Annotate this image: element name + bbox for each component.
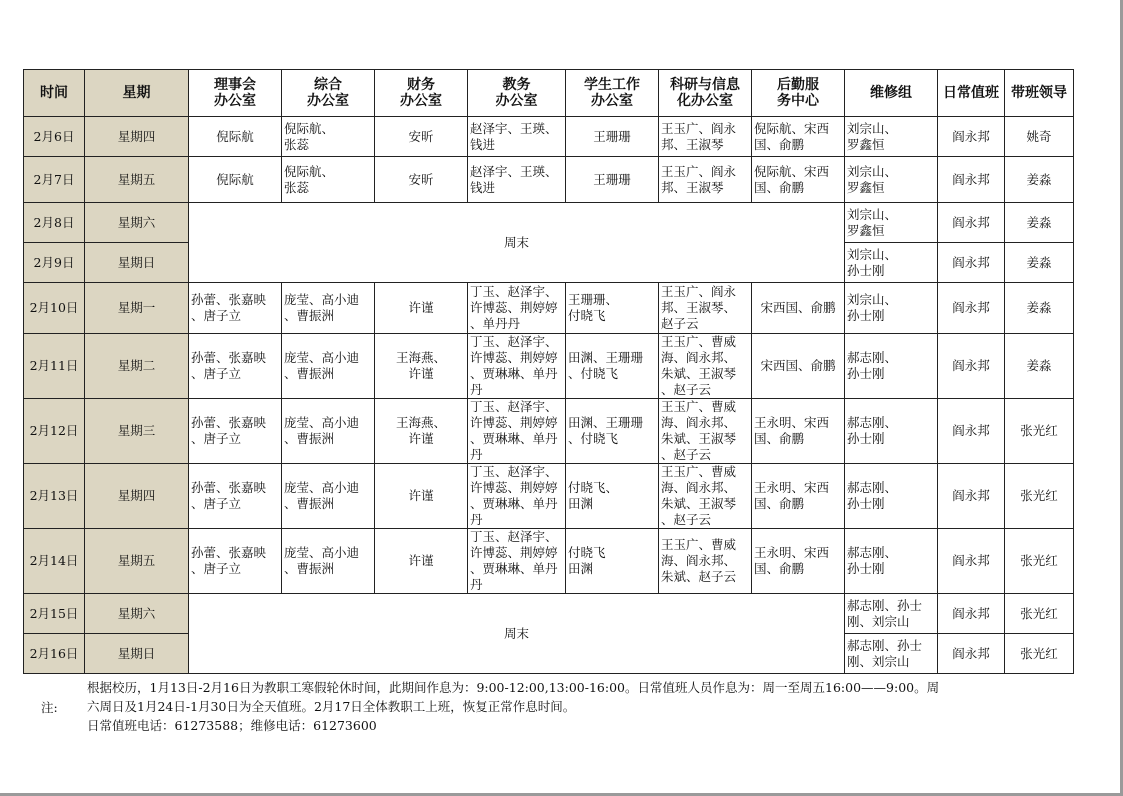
repair-cell: 刘宗山、 罗鑫恒 [845, 117, 938, 157]
notes-line-3: 日常值班电话：61273588；维修电话：61273600 [87, 718, 377, 733]
duty-cell: 阎永邦 [938, 529, 1005, 594]
date-cell: 2月11日 [24, 334, 85, 399]
office-cell: 王玉广、曹威 海、阎永邦、 朱斌、王淑琴 、赵子云 [659, 464, 752, 529]
notes-line-1: 根据校历，1月13日-2月16日为教职工寒假轮休时间，此期间作息为：9:00-12:00,13:00-16:00。日常值班人员作息为：周一至周五16:00——9:00。周 [87, 680, 940, 695]
office-cell: 孙蕾、张嘉映 、唐子立 [189, 464, 282, 529]
roster-body [24, 70, 1074, 674]
header-cell: 财务 办公室 [375, 70, 468, 117]
duty-cell: 阎永邦 [938, 283, 1005, 334]
leader-cell: 姜淼 [1005, 157, 1074, 203]
duty-cell: 阎永邦 [938, 243, 1005, 283]
office-cell: 丁玉、赵泽宇、 许博蕊、荆婷婷 、贾琳琳、单丹 丹 [468, 334, 566, 399]
repair-cell: 郝志刚、 孙士刚 [845, 334, 938, 399]
weekday-cell: 星期五 [85, 157, 189, 203]
office-cell: 丁玉、赵泽宇、 许博蕊、荆婷婷 、单丹丹 [468, 283, 566, 334]
date-cell: 2月6日 [24, 117, 85, 157]
date-cell: 2月7日 [24, 157, 85, 203]
date-cell: 2月14日 [24, 529, 85, 594]
duty-cell: 阎永邦 [938, 203, 1005, 243]
weekday-cell: 星期五 [85, 529, 189, 594]
table-row [24, 117, 1074, 157]
duty-cell: 阎永邦 [938, 594, 1005, 634]
office-cell: 安昕 [375, 157, 468, 203]
office-cell: 王玉广、阎永 邦、王淑琴 [659, 157, 752, 203]
office-cell: 付晓飞 田渊 [566, 529, 659, 594]
office-cell: 倪际航、 张蕊 [282, 117, 375, 157]
office-cell: 宋西国、俞鹏 [752, 283, 845, 334]
office-cell: 倪际航、宋西 国、俞鹏 [752, 157, 845, 203]
weekday-cell: 星期二 [85, 334, 189, 399]
header-cell: 带班领导 [1005, 70, 1074, 117]
header-cell: 综合 办公室 [282, 70, 375, 117]
leader-cell: 张光红 [1005, 634, 1074, 674]
weekend-cell: 周末 [189, 594, 845, 674]
table-row [24, 529, 1074, 594]
date-cell: 2月16日 [24, 634, 85, 674]
office-cell: 王珊珊 [566, 117, 659, 157]
header-row [24, 70, 1074, 117]
weekend-cell: 周末 [189, 203, 845, 283]
header-cell: 学生工作 办公室 [566, 70, 659, 117]
office-cell: 许谨 [375, 529, 468, 594]
duty-cell: 阎永邦 [938, 634, 1005, 674]
office-cell: 孙蕾、张嘉映 、唐子立 [189, 399, 282, 464]
table-row [24, 203, 1074, 243]
repair-cell: 刘宗山、 罗鑫恒 [845, 157, 938, 203]
office-cell: 孙蕾、张嘉映 、唐子立 [189, 529, 282, 594]
office-cell: 宋西国、俞鹏 [752, 334, 845, 399]
duty-roster-table [23, 69, 1074, 674]
office-cell: 付晓飞、 田渊 [566, 464, 659, 529]
table-row [24, 283, 1074, 334]
table-row [24, 157, 1074, 203]
repair-cell: 郝志刚、 孙士刚 [845, 464, 938, 529]
repair-cell: 刘宗山、 孙士刚 [845, 283, 938, 334]
office-cell: 孙蕾、张嘉映 、唐子立 [189, 334, 282, 399]
office-cell: 王永明、宋西 国、俞鹏 [752, 464, 845, 529]
office-cell: 王珊珊、 付晓飞 [566, 283, 659, 334]
repair-cell: 刘宗山、 罗鑫恒 [845, 203, 938, 243]
office-cell: 倪际航 [189, 157, 282, 203]
header-cell: 后勤服 务中心 [752, 70, 845, 117]
weekday-cell: 星期三 [85, 399, 189, 464]
weekday-cell: 星期六 [85, 203, 189, 243]
office-cell: 王海燕、 许谨 [375, 399, 468, 464]
repair-cell: 郝志刚、 孙士刚 [845, 399, 938, 464]
repair-cell: 刘宗山、 孙士刚 [845, 243, 938, 283]
duty-cell: 阎永邦 [938, 464, 1005, 529]
weekday-cell: 星期四 [85, 464, 189, 529]
leader-cell: 张光红 [1005, 594, 1074, 634]
repair-cell: 郝志刚、孙士 刚、刘宗山 [845, 634, 938, 674]
date-cell: 2月12日 [24, 399, 85, 464]
table-row [24, 594, 1074, 634]
date-cell: 2月13日 [24, 464, 85, 529]
office-cell: 许谨 [375, 464, 468, 529]
weekday-cell: 星期日 [85, 634, 189, 674]
office-cell: 庞莹、高小迪 、曹振洲 [282, 529, 375, 594]
leader-cell: 张光红 [1005, 529, 1074, 594]
notes-label: 注: [41, 700, 58, 715]
leader-cell: 姜淼 [1005, 203, 1074, 243]
office-cell: 倪际航、宋西 国、俞鹏 [752, 117, 845, 157]
office-cell: 王珊珊 [566, 157, 659, 203]
office-cell: 王海燕、 许谨 [375, 334, 468, 399]
office-cell: 王玉广、曹威 海、阎永邦、 朱斌、赵子云 [659, 529, 752, 594]
office-cell: 王永明、宋西 国、俞鹏 [752, 399, 845, 464]
office-cell: 王玉广、阎永 邦、王淑琴 [659, 117, 752, 157]
header-cell: 时间 [24, 70, 85, 117]
table-row [24, 399, 1074, 464]
office-cell: 王玉广、曹威 海、阎永邦、 朱斌、王淑琴 、赵子云 [659, 399, 752, 464]
date-cell: 2月15日 [24, 594, 85, 634]
table-row [24, 334, 1074, 399]
office-cell: 许谨 [375, 283, 468, 334]
weekday-cell: 星期日 [85, 243, 189, 283]
date-cell: 2月10日 [24, 283, 85, 334]
header-cell: 理事会 办公室 [189, 70, 282, 117]
duty-cell: 阎永邦 [938, 334, 1005, 399]
date-cell: 2月9日 [24, 243, 85, 283]
office-cell: 庞莹、高小迪 、曹振洲 [282, 283, 375, 334]
office-cell: 赵泽宇、王瑛、 钱进 [468, 157, 566, 203]
office-cell: 倪际航、 张蕊 [282, 157, 375, 203]
office-cell: 安昕 [375, 117, 468, 157]
office-cell: 庞莹、高小迪 、曹振洲 [282, 464, 375, 529]
header-cell: 日常值班 [938, 70, 1005, 117]
duty-cell: 阎永邦 [938, 157, 1005, 203]
office-cell: 田渊、王珊珊 、付晓飞 [566, 334, 659, 399]
leader-cell: 姜淼 [1005, 243, 1074, 283]
weekday-cell: 星期一 [85, 283, 189, 334]
duty-cell: 阎永邦 [938, 117, 1005, 157]
office-cell: 庞莹、高小迪 、曹振洲 [282, 334, 375, 399]
leader-cell: 姜淼 [1005, 283, 1074, 334]
office-cell: 丁玉、赵泽宇、 许博蕊、荆婷婷 、贾琳琳、单丹 丹 [468, 464, 566, 529]
leader-cell: 张光红 [1005, 399, 1074, 464]
office-cell: 倪际航 [189, 117, 282, 157]
office-cell: 庞莹、高小迪 、曹振洲 [282, 399, 375, 464]
leader-cell: 姚奇 [1005, 117, 1074, 157]
office-cell: 王玉广、阎永 邦、王淑琴、 赵子云 [659, 283, 752, 334]
office-cell: 王玉广、曹威 海、阎永邦、 朱斌、王淑琴 、赵子云 [659, 334, 752, 399]
office-cell: 田渊、王珊珊 、付晓飞 [566, 399, 659, 464]
header-cell: 科研与信息 化办公室 [659, 70, 752, 117]
weekday-cell: 星期六 [85, 594, 189, 634]
office-cell: 丁玉、赵泽宇、 许博蕊、荆婷婷 、贾琳琳、单丹 丹 [468, 529, 566, 594]
office-cell: 孙蕾、张嘉映 、唐子立 [189, 283, 282, 334]
office-cell: 赵泽宇、王瑛、 钱进 [468, 117, 566, 157]
header-cell: 星期 [85, 70, 189, 117]
table-row [24, 464, 1074, 529]
weekday-cell: 星期四 [85, 117, 189, 157]
header-cell: 教务 办公室 [468, 70, 566, 117]
office-cell: 王永明、宋西 国、俞鹏 [752, 529, 845, 594]
leader-cell: 姜淼 [1005, 334, 1074, 399]
date-cell: 2月8日 [24, 203, 85, 243]
duty-cell: 阎永邦 [938, 399, 1005, 464]
leader-cell: 张光红 [1005, 464, 1074, 529]
office-cell: 丁玉、赵泽宇、 许博蕊、荆婷婷 、贾琳琳、单丹 丹 [468, 399, 566, 464]
repair-cell: 郝志刚、孙士 刚、刘宗山 [845, 594, 938, 634]
notes-line-2: 六周日及1月24日-1月30日为全天值班。2月17日全体教职工上班，恢复正常作息时间。 [87, 699, 576, 714]
header-cell: 维修组 [845, 70, 938, 117]
repair-cell: 郝志刚、 孙士刚 [845, 529, 938, 594]
